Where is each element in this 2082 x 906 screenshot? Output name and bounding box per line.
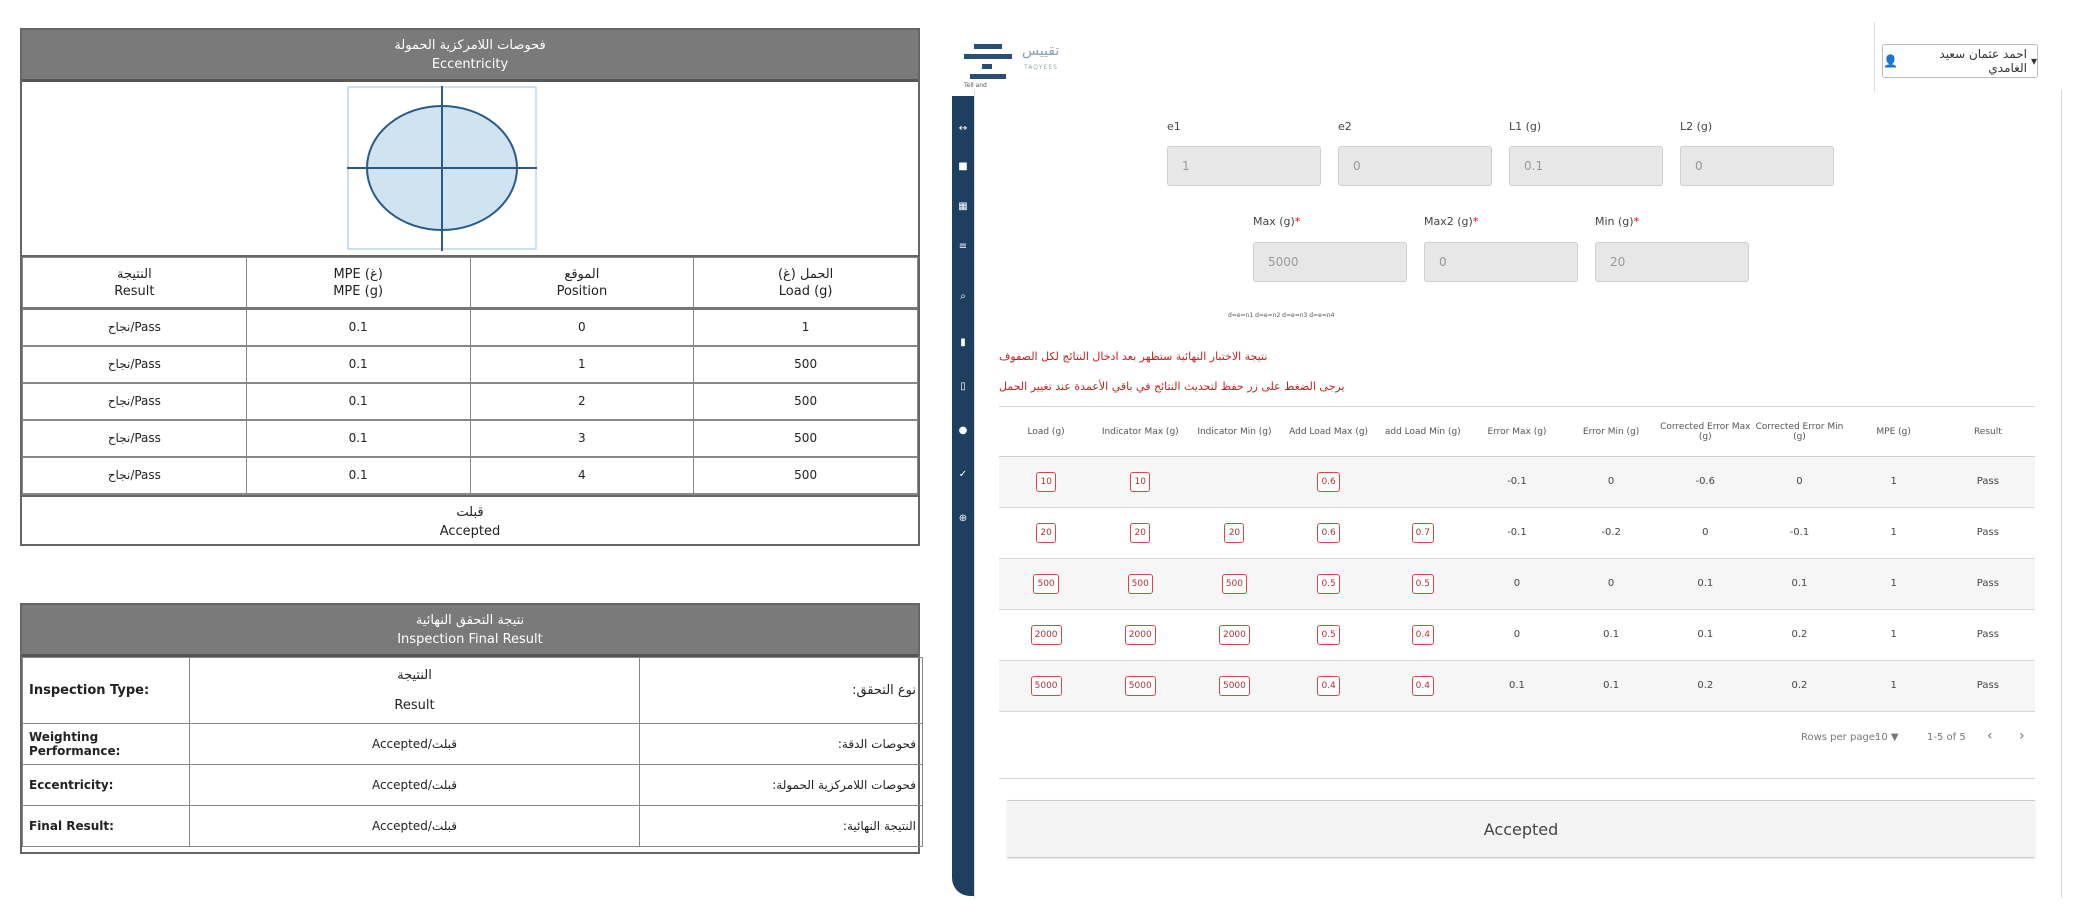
row-label: Weighting Performance: bbox=[23, 724, 190, 765]
eccentricity-report-footer bbox=[22, 495, 918, 547]
min-field[interactable]: 20 bbox=[1595, 242, 1749, 282]
row-value: Accepted/قبلت bbox=[190, 806, 640, 847]
column-header bbox=[470, 258, 694, 309]
required-mark: * bbox=[1633, 215, 1640, 228]
cell-position: 1 bbox=[470, 346, 694, 383]
results-grid bbox=[999, 408, 2035, 712]
cell-mpe: 0.1 bbox=[246, 457, 470, 494]
grid-input-cell[interactable]: 20 bbox=[1036, 523, 1056, 543]
grid-cell: -0.6 bbox=[1658, 456, 1752, 507]
grid-cell bbox=[1376, 456, 1470, 507]
grid-row bbox=[999, 507, 2035, 558]
grid-input-cell[interactable]: 0.5 bbox=[1317, 574, 1339, 594]
grid-header-row bbox=[999, 408, 2035, 456]
grid-cell: 0.1 bbox=[1470, 660, 1564, 711]
grid-cell bbox=[1187, 456, 1281, 507]
eccentricity-diagram bbox=[22, 82, 918, 257]
grid-column-header[interactable]: Error Max (g) bbox=[1470, 408, 1564, 456]
result-header-en: Result bbox=[394, 697, 435, 713]
cell-load: 500 bbox=[694, 457, 918, 494]
logo-icon bbox=[964, 38, 1024, 88]
field-label: L2 (g) bbox=[1680, 120, 1713, 133]
table-row bbox=[23, 724, 923, 765]
grid-input-cell[interactable]: 0.5 bbox=[1412, 574, 1434, 594]
grid-cell bbox=[1376, 558, 1470, 609]
grid-cell bbox=[1093, 456, 1187, 507]
grid-input-cell[interactable]: 500 bbox=[1128, 574, 1153, 594]
logo-subtext: TAQYEES bbox=[1024, 64, 1058, 71]
grid-cell: 1 bbox=[1847, 609, 1941, 660]
inspection-type-label-ar: نوع التحقق: bbox=[640, 658, 923, 724]
grid-cell: 0.2 bbox=[1752, 660, 1846, 711]
row-label-ar: النتيجة النهائية: bbox=[640, 806, 923, 847]
required-mark: * bbox=[1472, 215, 1479, 228]
grid-cell bbox=[1093, 609, 1187, 660]
final-report-header bbox=[22, 605, 918, 657]
grid-cell: Pass bbox=[1941, 507, 2035, 558]
column-header bbox=[246, 258, 470, 309]
grid-input-cell[interactable]: 500 bbox=[1222, 574, 1247, 594]
field-label: e1 bbox=[1167, 120, 1181, 133]
cell-result: نجاح/Pass bbox=[23, 309, 247, 346]
grid-cell bbox=[1376, 507, 1470, 558]
grid-input-cell[interactable]: 10 bbox=[1130, 472, 1150, 492]
field-label-text: Max2 (g) bbox=[1424, 215, 1473, 228]
cell-position: 3 bbox=[470, 420, 694, 457]
column-header-en: Load (g) bbox=[778, 283, 833, 299]
row-label-ar: فحوصات اللامركزية الحمولة: bbox=[640, 765, 923, 806]
grid-cell: -0.1 bbox=[1470, 507, 1564, 558]
grid-cell: Pass bbox=[1941, 456, 2035, 507]
max-field[interactable]: 5000 bbox=[1253, 242, 1407, 282]
eccentricity-report-header bbox=[22, 30, 918, 82]
grid-input-cell[interactable]: 2000 bbox=[1125, 625, 1156, 645]
grid-input-cell[interactable]: 2000 bbox=[1219, 625, 1250, 645]
grid-input-cell[interactable]: 0.6 bbox=[1317, 472, 1339, 492]
list-icon[interactable]: ≡ bbox=[958, 241, 968, 252]
grid-input-cell[interactable]: 0.7 bbox=[1412, 523, 1434, 543]
top-bar bbox=[952, 8, 2062, 90]
result-box: Accepted bbox=[1007, 800, 2035, 858]
grid-cell: -0.1 bbox=[1470, 456, 1564, 507]
grid-cell bbox=[1282, 660, 1376, 711]
grid-input-cell[interactable]: 2000 bbox=[1031, 625, 1062, 645]
row-label: Final Result: bbox=[23, 806, 190, 847]
grid-cell bbox=[1282, 507, 1376, 558]
main-content bbox=[974, 90, 2062, 898]
column-header-en: MPE (g) bbox=[333, 283, 384, 299]
rows-per-page-label: Rows per page: bbox=[1801, 732, 1879, 743]
grid-column-header[interactable]: MPE (g) bbox=[1847, 408, 1941, 456]
grid-column-header[interactable]: add Load Min (g) bbox=[1376, 408, 1470, 456]
result-header bbox=[190, 658, 640, 724]
grid-icon[interactable]: ▦ bbox=[958, 201, 968, 212]
grid-cell bbox=[1093, 660, 1187, 711]
table-row bbox=[23, 806, 923, 847]
grid-input-cell[interactable]: 20 bbox=[1130, 523, 1150, 543]
column-header bbox=[23, 258, 247, 309]
grid-cell bbox=[999, 609, 1093, 660]
grid-cell: 1 bbox=[1847, 507, 1941, 558]
grid-cell: 0.2 bbox=[1658, 660, 1752, 711]
column-header-ar: النتيجة bbox=[117, 266, 152, 282]
grid-cell: 0.2 bbox=[1752, 609, 1846, 660]
user-menu[interactable] bbox=[1882, 44, 2038, 78]
rows-per-page-select[interactable] bbox=[1875, 732, 1899, 743]
grid-cell: Pass bbox=[1941, 609, 2035, 660]
cell-load: 500 bbox=[694, 346, 918, 383]
grid-row bbox=[999, 609, 2035, 660]
grid-cell: 0.1 bbox=[1564, 660, 1658, 711]
grid-cell: 0.1 bbox=[1752, 558, 1846, 609]
grid-input-cell[interactable]: 0.5 bbox=[1317, 625, 1339, 645]
grid-input-cell[interactable]: 0.4 bbox=[1317, 676, 1339, 696]
column-header-en: Position bbox=[556, 283, 608, 299]
cell-position: 4 bbox=[470, 457, 694, 494]
grid-cell: 0.1 bbox=[1658, 609, 1752, 660]
table-row bbox=[23, 457, 918, 494]
cell-result: نجاح/Pass bbox=[23, 457, 247, 494]
e1-field[interactable]: 1 bbox=[1167, 146, 1321, 186]
max2-field[interactable]: 0 bbox=[1424, 242, 1578, 282]
l2-field[interactable]: 0 bbox=[1680, 146, 1834, 186]
cell-mpe: 0.1 bbox=[246, 346, 470, 383]
field-label bbox=[1253, 215, 1300, 228]
cell-position: 2 bbox=[470, 383, 694, 420]
document-icon[interactable]: ■ bbox=[958, 161, 968, 172]
grid-cell: Pass bbox=[1941, 558, 2035, 609]
grid-column-header[interactable]: Corrected Error Min (g) bbox=[1752, 408, 1846, 456]
logo-caption: Tell and bbox=[964, 82, 987, 89]
grid-cell: 0.1 bbox=[1658, 558, 1752, 609]
final-result-table bbox=[22, 657, 923, 847]
grid-input-cell[interactable]: 0.6 bbox=[1317, 523, 1339, 543]
column-header-en: Result bbox=[114, 283, 155, 299]
grid-row bbox=[999, 456, 2035, 507]
grid-cell bbox=[999, 660, 1093, 711]
rows-per-page-value: 10 bbox=[1875, 732, 1888, 743]
table-row bbox=[23, 346, 918, 383]
grid-cell bbox=[1282, 609, 1376, 660]
grid-cell bbox=[1187, 507, 1281, 558]
check-icon[interactable]: ✓ bbox=[958, 469, 968, 480]
row-value: Accepted/قبلت bbox=[190, 765, 640, 806]
grid-input-cell[interactable]: 5000 bbox=[1219, 676, 1250, 696]
eccentricity-table bbox=[22, 257, 918, 495]
column-header-ar: الحمل (غ) bbox=[777, 266, 834, 282]
user-icon: 👤 bbox=[1883, 54, 1898, 68]
cell-load: 500 bbox=[694, 420, 918, 457]
cell-mpe: 0.1 bbox=[246, 420, 470, 457]
final-header-row bbox=[23, 658, 923, 724]
field-label bbox=[1595, 215, 1639, 228]
grid-input-cell[interactable]: 10 bbox=[1036, 472, 1056, 492]
grid-cell: 0 bbox=[1752, 456, 1846, 507]
grid-input-cell[interactable]: 0.4 bbox=[1412, 676, 1434, 696]
warning-text: نتيجة الاختبار النهائية ستظهر بعد ادخال النتائج لكل الصفوف bbox=[999, 350, 1268, 363]
grid-cell bbox=[1187, 558, 1281, 609]
footer-ar: قبلت bbox=[456, 504, 484, 520]
grid-cell bbox=[1093, 507, 1187, 558]
divider bbox=[999, 778, 2035, 779]
cell-load: 500 bbox=[694, 383, 918, 420]
app-window bbox=[952, 8, 2062, 898]
result-header-ar: النتيجة bbox=[397, 667, 432, 683]
cell-result: نجاح/Pass bbox=[23, 420, 247, 457]
grid-cell bbox=[999, 507, 1093, 558]
column-header bbox=[694, 258, 918, 309]
zoom-icon[interactable]: ⊕ bbox=[958, 513, 968, 524]
l1-field[interactable]: 0.1 bbox=[1509, 146, 1663, 186]
report-title-en: Eccentricity bbox=[431, 56, 509, 72]
user-icon[interactable]: ● bbox=[958, 425, 968, 436]
table-header-row bbox=[23, 258, 918, 309]
grid-row bbox=[999, 660, 2035, 711]
grid-cell bbox=[1187, 660, 1281, 711]
eccentricity-report bbox=[20, 28, 920, 546]
field-label: e2 bbox=[1338, 120, 1352, 133]
e2-field[interactable]: 0 bbox=[1338, 146, 1492, 186]
user-name: احمد عثمان سعيد الغامدي bbox=[1939, 47, 2027, 75]
divider bbox=[1874, 22, 1875, 92]
field-label-text: Max (g) bbox=[1253, 215, 1295, 228]
ellipse-diagram bbox=[347, 86, 537, 251]
grid-column-header[interactable]: Result bbox=[1941, 408, 2035, 456]
grid-cell: Pass bbox=[1941, 660, 2035, 711]
inspection-type-label: Inspection Type: bbox=[23, 658, 190, 724]
grid-input-cell[interactable]: 20 bbox=[1224, 523, 1244, 543]
report-title-ar: فحوصات اللامركزية الحمولة bbox=[394, 37, 546, 53]
footer-en: Accepted bbox=[439, 523, 501, 539]
grid-input-cell[interactable]: 5000 bbox=[1031, 676, 1062, 696]
field-label-text: Min (g) bbox=[1595, 215, 1634, 228]
grid-column-header[interactable]: Add Load Max (g) bbox=[1282, 408, 1376, 456]
grid-column-header[interactable]: Load (g) bbox=[999, 408, 1093, 456]
grid-cell bbox=[999, 558, 1093, 609]
report-title-en: Inspection Final Result bbox=[397, 631, 543, 647]
grid-cell: -0.1 bbox=[1752, 507, 1846, 558]
table-row bbox=[23, 420, 918, 457]
row-label: Eccentricity: bbox=[23, 765, 190, 806]
cell-load: 1 bbox=[694, 309, 918, 346]
clipboard-icon[interactable]: ▮ bbox=[960, 337, 966, 348]
row-label-ar: فحوصات الدقة: bbox=[640, 724, 923, 765]
grid-cell: 0.1 bbox=[1564, 609, 1658, 660]
grid-cell: 1 bbox=[1847, 558, 1941, 609]
cell-result: نجاح/Pass bbox=[23, 346, 247, 383]
field-label: L1 (g) bbox=[1509, 120, 1542, 133]
cell-position: 0 bbox=[470, 309, 694, 346]
grid-cell: 1 bbox=[1847, 456, 1941, 507]
grid-cell bbox=[1282, 558, 1376, 609]
cell-mpe: 0.1 bbox=[246, 309, 470, 346]
grid-column-header[interactable]: Error Min (g) bbox=[1564, 408, 1658, 456]
table-row bbox=[23, 765, 923, 806]
report-title-ar: نتيجة التحقق النهائية bbox=[415, 612, 525, 628]
grid-cell bbox=[1187, 609, 1281, 660]
grid-cell: 0 bbox=[1470, 558, 1564, 609]
divider bbox=[999, 406, 2035, 407]
grid-cell: 0 bbox=[1470, 609, 1564, 660]
grid-cell bbox=[1282, 456, 1376, 507]
field-label bbox=[1424, 215, 1478, 228]
chevron-left-icon[interactable]: ‹ bbox=[1987, 728, 1993, 744]
grid-cell: 0 bbox=[1564, 558, 1658, 609]
page-range: 1-5 of 5 bbox=[1927, 732, 1966, 743]
required-mark: * bbox=[1294, 215, 1301, 228]
final-result-report bbox=[20, 603, 920, 854]
grid-column-header[interactable]: Corrected Error Max (g) bbox=[1658, 408, 1752, 456]
grid-cell: 0 bbox=[1658, 507, 1752, 558]
grid-cell bbox=[1376, 609, 1470, 660]
chevron-down-icon: ▼ bbox=[1890, 732, 1899, 743]
grid-input-cell[interactable]: 0.4 bbox=[1412, 625, 1434, 645]
grid-cell bbox=[1376, 660, 1470, 711]
warning-text: يرجى الضغط على زر حفظ لتحديث النتائج في باقي الأعمدة عند تغيير الحمل bbox=[999, 380, 1345, 393]
table-row bbox=[23, 383, 918, 420]
column-header-ar: MPE (غ) bbox=[333, 266, 383, 282]
grid-cell bbox=[999, 456, 1093, 507]
file-icon[interactable]: ▯ bbox=[960, 381, 966, 392]
grid-input-cell[interactable]: 5000 bbox=[1125, 676, 1156, 696]
formula-note: d=e=n1 d=e=n2 d=e=n3 d=e=n4 bbox=[1228, 312, 1335, 319]
grid-cell: 1 bbox=[1847, 660, 1941, 711]
row-value: Accepted/قبلت bbox=[190, 724, 640, 765]
sidebar bbox=[952, 96, 974, 896]
grid-column-header[interactable]: Indicator Max (g) bbox=[1093, 408, 1187, 456]
expand-icon[interactable]: ↔ bbox=[958, 123, 968, 134]
grid-row bbox=[999, 558, 2035, 609]
grid-cell bbox=[1093, 558, 1187, 609]
column-header-ar: الموقع bbox=[564, 266, 600, 282]
grid-column-header[interactable]: Indicator Min (g) bbox=[1187, 408, 1281, 456]
chevron-down-icon: ▾ bbox=[2030, 54, 2037, 68]
cell-result: نجاح/Pass bbox=[23, 383, 247, 420]
chevron-right-icon[interactable]: › bbox=[2019, 728, 2025, 744]
table-row bbox=[23, 309, 918, 346]
logo-text: تقييس bbox=[1022, 43, 1060, 59]
grid-input-cell[interactable]: 500 bbox=[1033, 574, 1058, 594]
grid-cell: 0 bbox=[1564, 456, 1658, 507]
search-icon[interactable]: ⌕ bbox=[960, 291, 966, 302]
grid-cell: -0.2 bbox=[1564, 507, 1658, 558]
cell-mpe: 0.1 bbox=[246, 383, 470, 420]
